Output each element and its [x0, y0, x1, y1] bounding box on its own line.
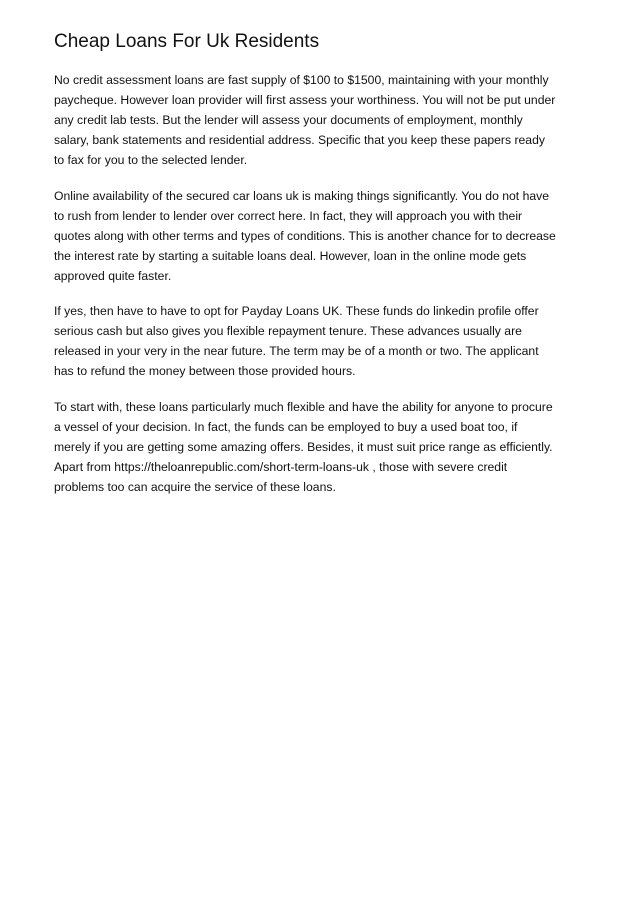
- paragraph-4: [54, 397, 553, 497]
- paragraph-line: quotes along with other terms and types of conditions. This is another chance for to decrease: [54, 229, 556, 243]
- paragraph-line: salary, bank statements and residential address. Specific that you keep these papers ready: [54, 133, 545, 147]
- paragraph-line: Online availability of the secured car loans uk is making things significantly. You do not have: [54, 189, 550, 203]
- paragraph-1: [54, 70, 555, 170]
- paragraph-line: paycheque. However loan provider will first assess your worthiness. You will not be put under: [54, 93, 556, 107]
- paragraph-line: a vessel of your decision. In fact, the funds can be employed to buy a used boat too, if: [54, 420, 518, 434]
- paragraph-3: [54, 301, 539, 381]
- paragraph-line: Apart from https://theloanrepublic.com/short-term-loans-uk , those with severe credit: [54, 460, 508, 474]
- paragraph-line: No credit assessment loans are fast supply of $100 to $1500, maintaining with your monthly: [54, 73, 549, 87]
- page-title: Cheap Loans For Uk Residents: [54, 31, 320, 52]
- paragraph-line: If yes, then have to have to opt for Payday Loans UK. These funds do linkedin profile offer: [54, 304, 539, 318]
- paragraph-line: To start with, these loans particularly much flexible and have the ability for anyone to procure: [54, 400, 553, 414]
- paragraph-line: has to refund the money between those provided hours.: [54, 364, 356, 378]
- paragraph-line: merely if you are getting some amazing offers. Besides, it must suit price range as efficiently.: [54, 440, 553, 454]
- paragraph-line: the interest rate by starting a suitable loans deal. However, loan in the online mode gets: [54, 249, 527, 263]
- paragraph-line: to rush from lender to lender over correct here. In fact, they will approach you with their: [54, 209, 523, 223]
- paragraph-line: any credit lab tests. But the lender will assess your documents of employment, monthly: [54, 113, 523, 127]
- paragraph-line: released in your very in the near future. The term may be of a month or two. The applicant: [54, 344, 539, 358]
- paragraph-line: to fax for you to the selected lender.: [54, 153, 248, 167]
- paragraph-line: problems too can acquire the service of these loans.: [54, 480, 336, 494]
- paragraph-line: serious cash but also gives you flexible repayment tenure. These advances usually are: [54, 324, 522, 338]
- paragraph-line: approved quite faster.: [54, 269, 172, 283]
- paragraph-2: [54, 186, 556, 286]
